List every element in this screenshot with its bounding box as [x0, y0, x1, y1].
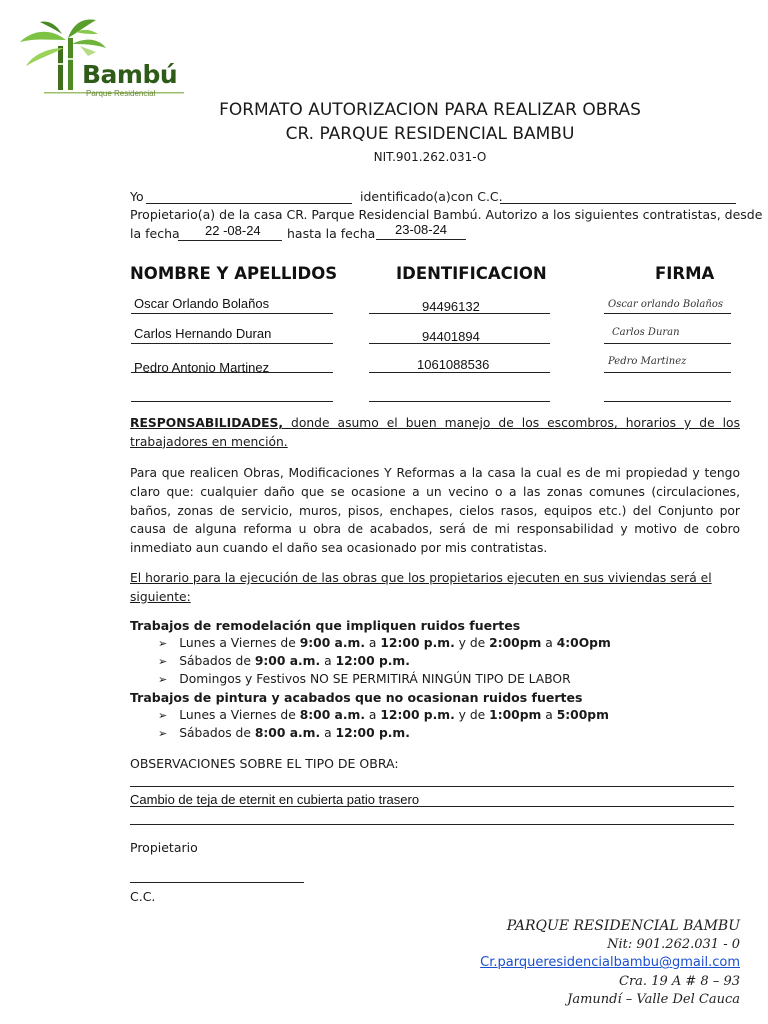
- row4-name-line: [131, 401, 333, 402]
- pintura-saturday-item: ➢ Sábados de 8:00 a.m. a 12:00 p.m.: [158, 726, 410, 740]
- ruidos-sunday-item: ➢ Domingos y Festivos NO SE PERMITIRÁ NINGÚN TIPO DE LABOR: [158, 672, 571, 686]
- logo-name: Bambú: [82, 60, 178, 89]
- row3-id: 1061088536: [417, 357, 490, 372]
- row2-sig-line: [604, 343, 731, 344]
- ruidos-weekday-item: ➢ Lunes a Viernes de 9:00 a.m. a 12:00 p.m. y de 2:00pm a 4:0Opm: [158, 636, 611, 650]
- pintura-heading: Trabajos de pintura y acabados que no ocasionan ruidos fuertes: [130, 690, 583, 705]
- footer-name: PARQUE RESIDENCIAL BAMBU: [506, 918, 740, 934]
- arrow-bullet-icon: ➢: [158, 727, 168, 740]
- row2-id: 94401894: [422, 329, 480, 344]
- row1-id-line: [369, 313, 550, 314]
- date-from-line: [178, 240, 282, 241]
- row1-sig-line: [604, 313, 731, 314]
- intro-line2: Propietario(a) de la casa CR. Parque Residencial Bambú. Autorizo a los siguientes contratistas, desde: [130, 207, 763, 222]
- row2-name: Carlos Hernando Duran: [134, 326, 272, 341]
- identificado-label: identificado(a)con C.C.: [360, 189, 503, 204]
- row3-name: Pedro Antonio Martinez: [134, 360, 270, 375]
- observaciones-line3: [130, 824, 734, 825]
- observaciones-line1: [130, 786, 734, 787]
- propietario-cc-label: C.C.: [130, 889, 156, 904]
- row3-signature: Pedro Martinez: [608, 356, 687, 367]
- arrow-bullet-icon: ➢: [158, 637, 168, 650]
- header-identificacion: IDENTIFICACION: [396, 264, 547, 283]
- yo-blank-line: [146, 203, 352, 204]
- yo-label: Yo: [130, 189, 144, 204]
- responsabilidades-heading: RESPONSABILIDADES,: [130, 416, 284, 430]
- row4-id-line: [369, 401, 550, 402]
- footer-email-row: [480, 955, 740, 970]
- ruidos-saturday-item: ➢ Sábados de 9:00 a.m. a 12:00 p.m.: [158, 654, 410, 668]
- responsabilidades-text: donde asumo el buen manejo de los escombros, horarios y de los trabajadores en mención.: [130, 416, 740, 449]
- header-name: NOMBRE Y APELLIDOS: [130, 264, 338, 283]
- header-firma: FIRMA: [655, 264, 715, 283]
- arrow-bullet-icon: ➢: [158, 655, 168, 668]
- date-to: 23-08-24: [395, 222, 448, 237]
- document-title-line2: CR. PARQUE RESIDENCIAL BAMBU: [285, 124, 575, 144]
- cc-blank-line: [500, 203, 736, 204]
- row1-signature: Oscar orlando Bolaños: [608, 299, 723, 310]
- horario-heading: El horario para la ejecución de las obras que los propietarios ejecuten en sus viviendas será el siguiente:: [130, 571, 712, 604]
- observaciones-label: OBSERVACIONES SOBRE EL TIPO DE OBRA:: [130, 756, 399, 771]
- observaciones-value: Cambio de teja de eternit en cubierta patio trasero: [130, 792, 420, 807]
- row1-name: Oscar Orlando Bolaños: [134, 296, 270, 311]
- arrow-bullet-icon: ➢: [158, 709, 168, 722]
- obligations-paragraph: Para que realicen Obras, Modificaciones Y Reformas a la casa la cual es de mi propiedad y tengo claro que: cualquier daño que se ocasione a un vecino o a las zonas comunes (circulaciones, baños, zonas de servicio, muros, pisos, enchapes, cielos rasos, equipos etc.) del Conjunto por causa de alguna reforma u obra de acabados, será de mi responsabilidad y motivo de cobro inmediato aun cuando el daño sea ocasionado por mis contratistas.: [130, 466, 740, 556]
- row1-name-line: [131, 313, 333, 314]
- propietario-label: Propietario: [130, 840, 198, 855]
- document-title-line1: FORMATO AUTORIZACION PARA REALIZAR OBRAS: [219, 100, 641, 120]
- date-to-line: [376, 239, 466, 240]
- footer-nit: Nit: 901.262.031 - 0: [607, 937, 740, 952]
- row2-id-line: [369, 343, 550, 344]
- responsabilidades-paragraph: [130, 414, 740, 452]
- logo-subtitle: Parque Residencial: [86, 89, 156, 98]
- arrow-bullet-icon: ➢: [158, 673, 168, 686]
- observaciones-line2: [130, 806, 734, 807]
- row2-signature: Carlos Duran: [612, 327, 680, 338]
- pintura-weekday-item: ➢ Lunes a Viernes de 8:00 a.m. a 12:00 p.m. y de 1:00pm a 5:00pm: [158, 708, 609, 722]
- row3-name-line: [131, 372, 333, 373]
- date-from: 22 -08-24: [205, 223, 261, 238]
- document-nit: NIT.901.262.031-O: [373, 150, 487, 164]
- footer-email-link[interactable]: Cr.parqueresidencialbambu@gmail.com: [480, 955, 740, 970]
- row2-name-line: [131, 343, 333, 344]
- row4-sig-line: [604, 401, 731, 402]
- row3-sig-line: [604, 372, 731, 373]
- la-fecha-label: la fecha: [130, 226, 180, 241]
- ruidos-heading: Trabajos de remodelación que impliquen ruidos fuertes: [130, 618, 521, 633]
- row3-id-line: [369, 372, 550, 373]
- propietario-signature-line: [130, 882, 304, 883]
- footer-city: Jamundí – Valle Del Cauca: [567, 992, 740, 1007]
- footer-address: Cra. 19 A # 8 – 93: [619, 974, 740, 989]
- row1-id: 94496132: [422, 299, 480, 314]
- hasta-label: hasta la fecha: [287, 226, 376, 241]
